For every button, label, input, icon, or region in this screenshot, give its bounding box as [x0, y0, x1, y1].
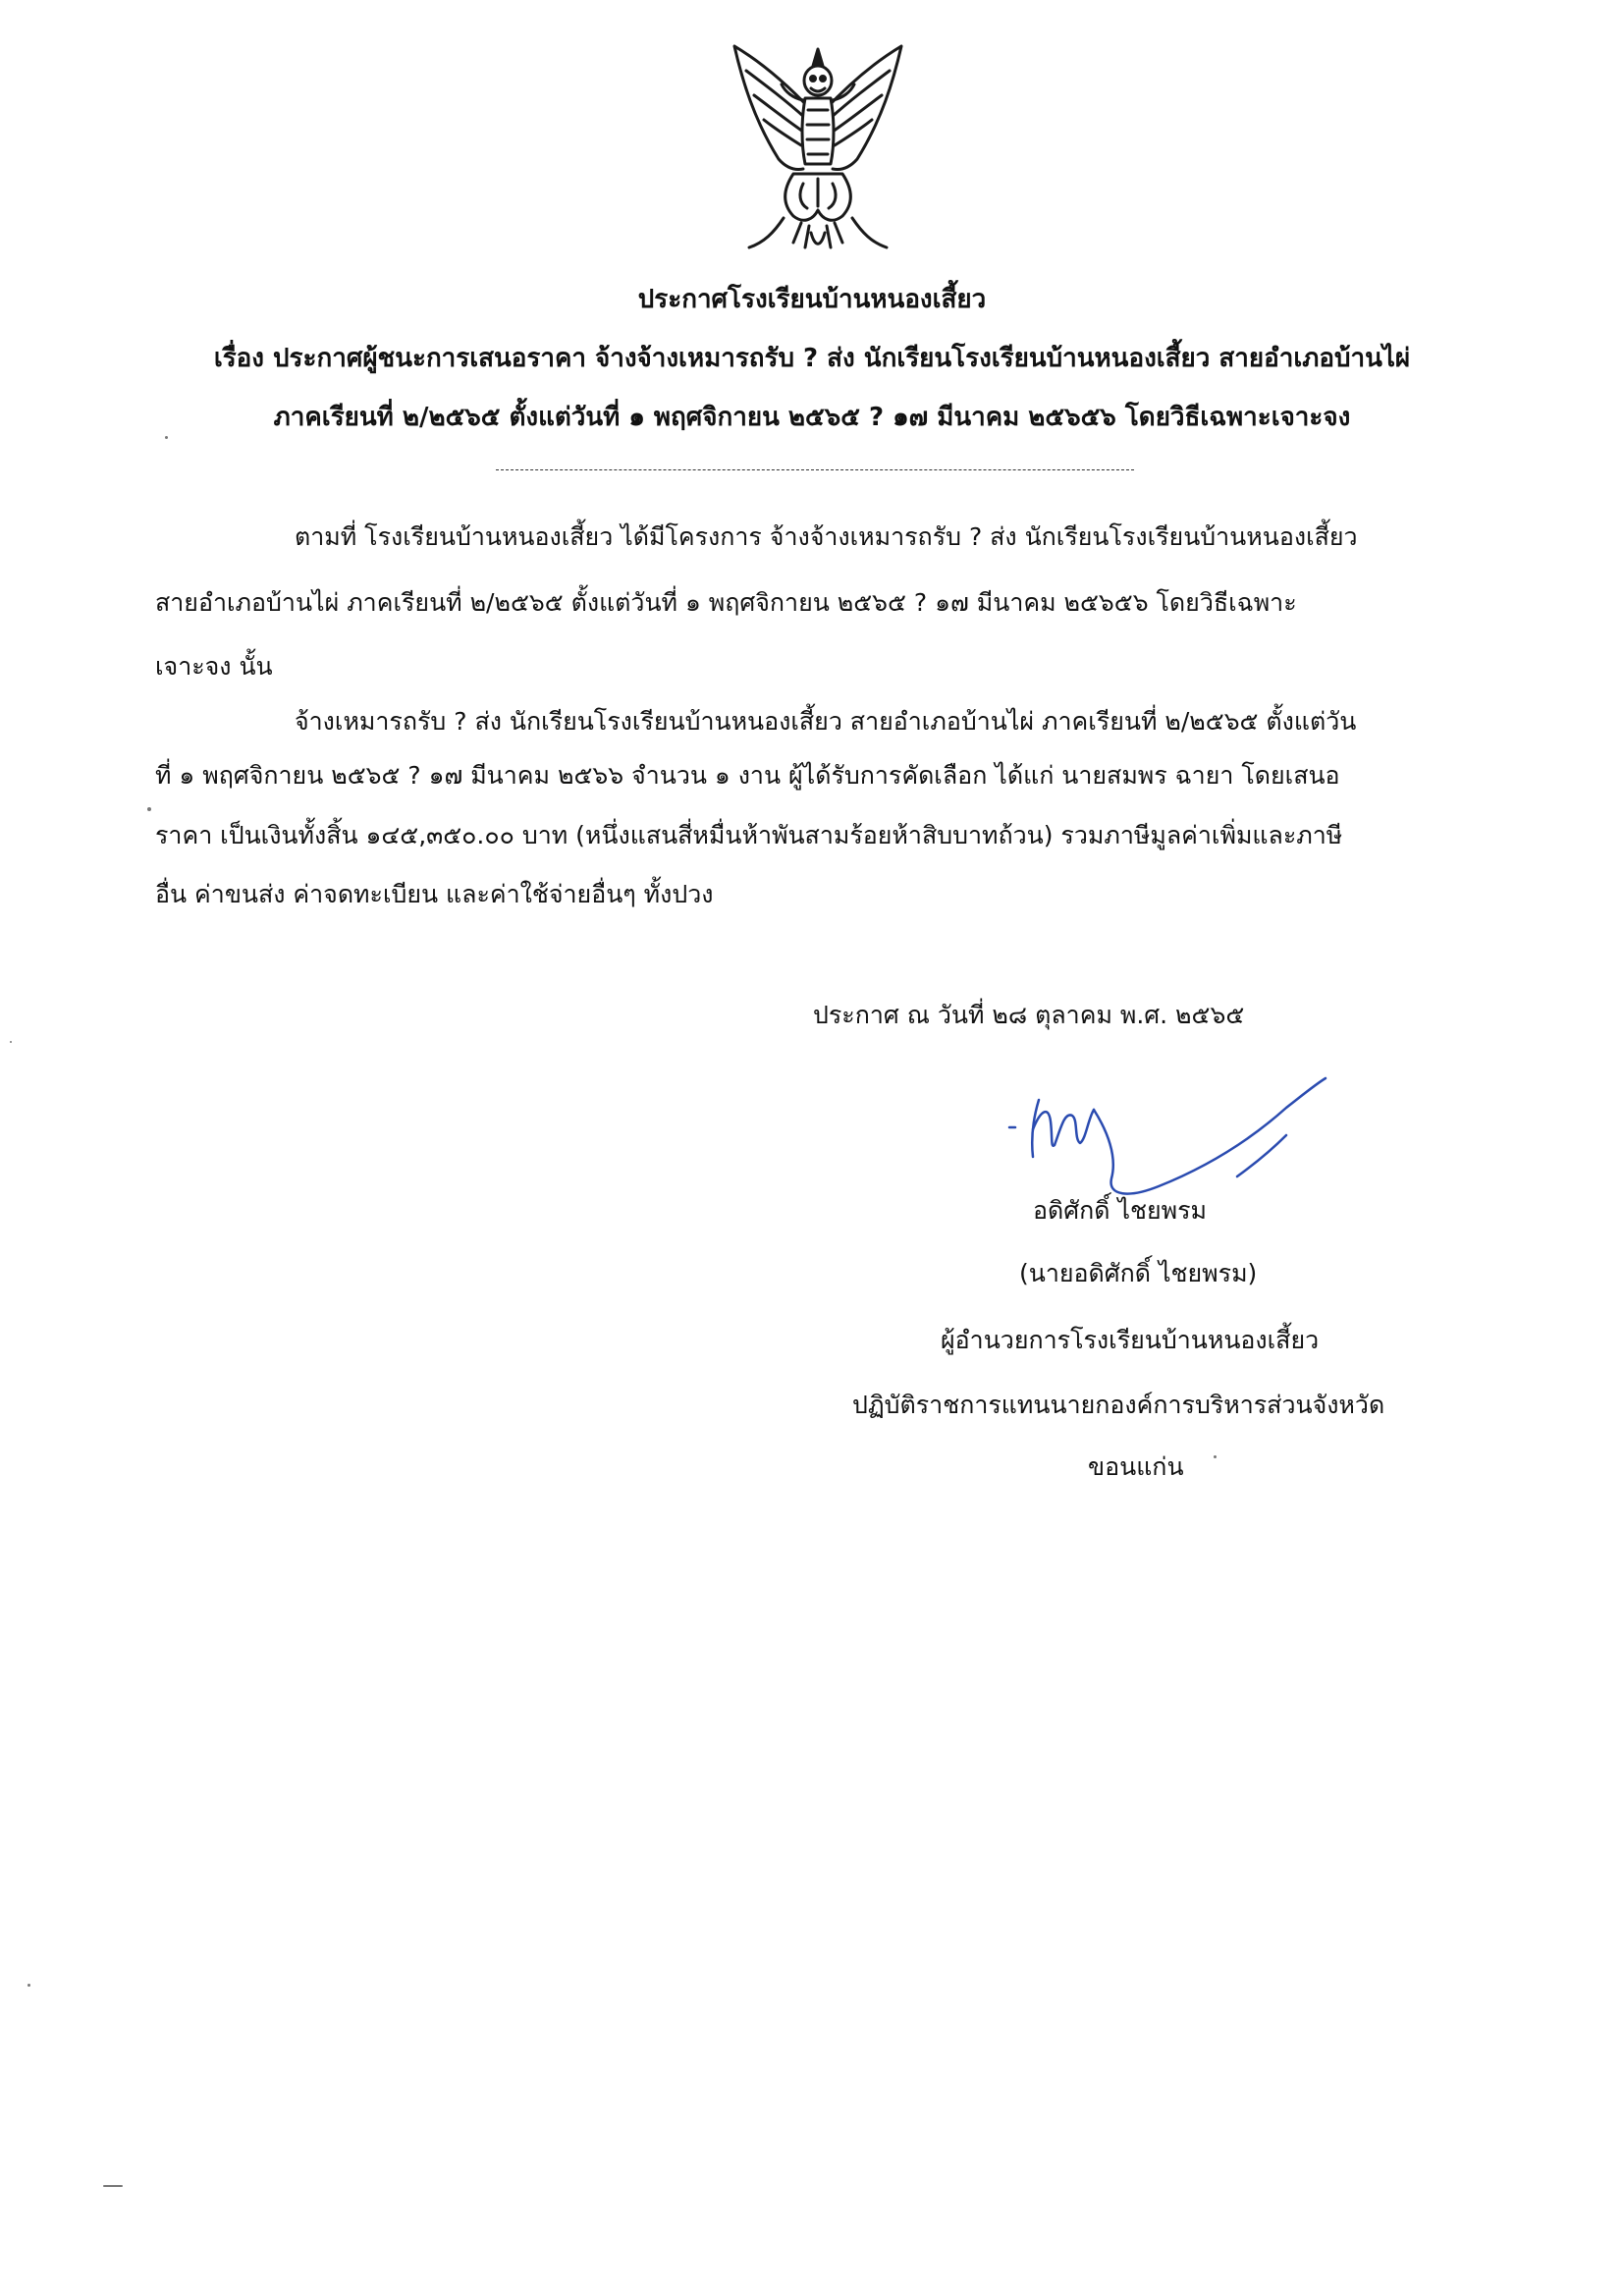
scan-speck	[165, 436, 168, 439]
signer-full-name: (นายอดิศักดิ์ ไชยพรม)	[1019, 1259, 1258, 1287]
scan-speck	[1214, 1455, 1217, 1458]
scan-speck	[147, 807, 151, 811]
signer-name: อดิศักดิ์ ไชยพรม	[1033, 1196, 1208, 1225]
body-paragraph-2-line-2: ที่ ๑ พฤศจิกายน ๒๕๖๕ ? ๑๗ มีนาคม ๒๕๖๖ จำนวน ๑ งาน ผู้ได้รับการคัดเลือก ได้แก่ นายสมพร ฉายา โดยเสนอ	[155, 761, 1340, 790]
body-paragraph-2-line-3: ราคา เป็นเงินทั้งสิ้น ๑๔๕,๓๕๐.๐๐ บาท (หนึ่งแสนสี่หมื่นห้าพันสามร้อยห้าสิบบาทถ้วน) รวมภาษีมูลค่าเพิ่มและภาษี	[155, 821, 1343, 849]
announcement-date: ประกาศ ณ วันที่ ๒๘ ตุลาคม พ.ศ. ๒๕๖๕	[813, 1001, 1245, 1029]
signer-position-3: ขอนแก่น	[1088, 1452, 1184, 1481]
body-paragraph-1-line-1: ตามที่ โรงเรียนบ้านหนองเสี้ยว ได้มีโครงการ จ้างจ้างเหมารถรับ ? ส่ง นักเรียนโรงเรียนบ้านหนองเสี้ยว	[295, 522, 1358, 551]
body-paragraph-2-line-4: อื่น ค่าขนส่ง ค่าจดทะเบียน และค่าใช้จ่ายอื่นๆ ทั้งปวง	[155, 880, 714, 908]
scan-speck	[103, 2185, 123, 2187]
subject-line-2: ภาคเรียนที่ ๒/๒๕๖๕ ตั้งแต่วันที่ ๑ พฤศจิกายน ๒๕๖๕ ? ๑๗ มีนาคม ๒๕๖๕๖ โดยวิธีเฉพาะเจาะจง	[273, 403, 1351, 432]
body-paragraph-1-line-3: เจาะจง นั้น	[155, 652, 273, 681]
body-paragraph-2-line-1: จ้างเหมารถรับ ? ส่ง นักเรียนโรงเรียนบ้านหนองเสี้ยว สายอำเภอบ้านไผ่ ภาคเรียนที่ ๒/๒๕๖๕ ตั้งแต่วัน	[295, 707, 1357, 736]
scan-speck	[27, 1984, 30, 1987]
announcement-title: ประกาศโรงเรียนบ้านหนองเสี้ยว	[637, 285, 987, 314]
garuda-emblem-icon	[725, 41, 911, 262]
divider	[496, 469, 1134, 470]
signer-position-2: ปฏิบัติราชการแทนนายกองค์การบริหารส่วนจังหวัด	[852, 1391, 1385, 1419]
subject-line-1: เรื่อง ประกาศผู้ชนะการเสนอราคา จ้างจ้างเหมารถรับ ? ส่ง นักเรียนโรงเรียนบ้านหนองเสี้ยว สายอำเภอบ้านไผ่	[213, 344, 1411, 373]
body-paragraph-1-line-2: สายอำเภอบ้านไผ่ ภาคเรียนที่ ๒/๒๕๖๕ ตั้งแต่วันที่ ๑ พฤศจิกายน ๒๕๖๕ ? ๑๗ มีนาคม ๒๕๖๕๖ โดยวิธีเฉพาะ	[155, 588, 1297, 617]
signer-position-1: ผู้อำนวยการโรงเรียนบ้านหนองเสี้ยว	[941, 1326, 1320, 1354]
scan-speck	[10, 1041, 12, 1043]
